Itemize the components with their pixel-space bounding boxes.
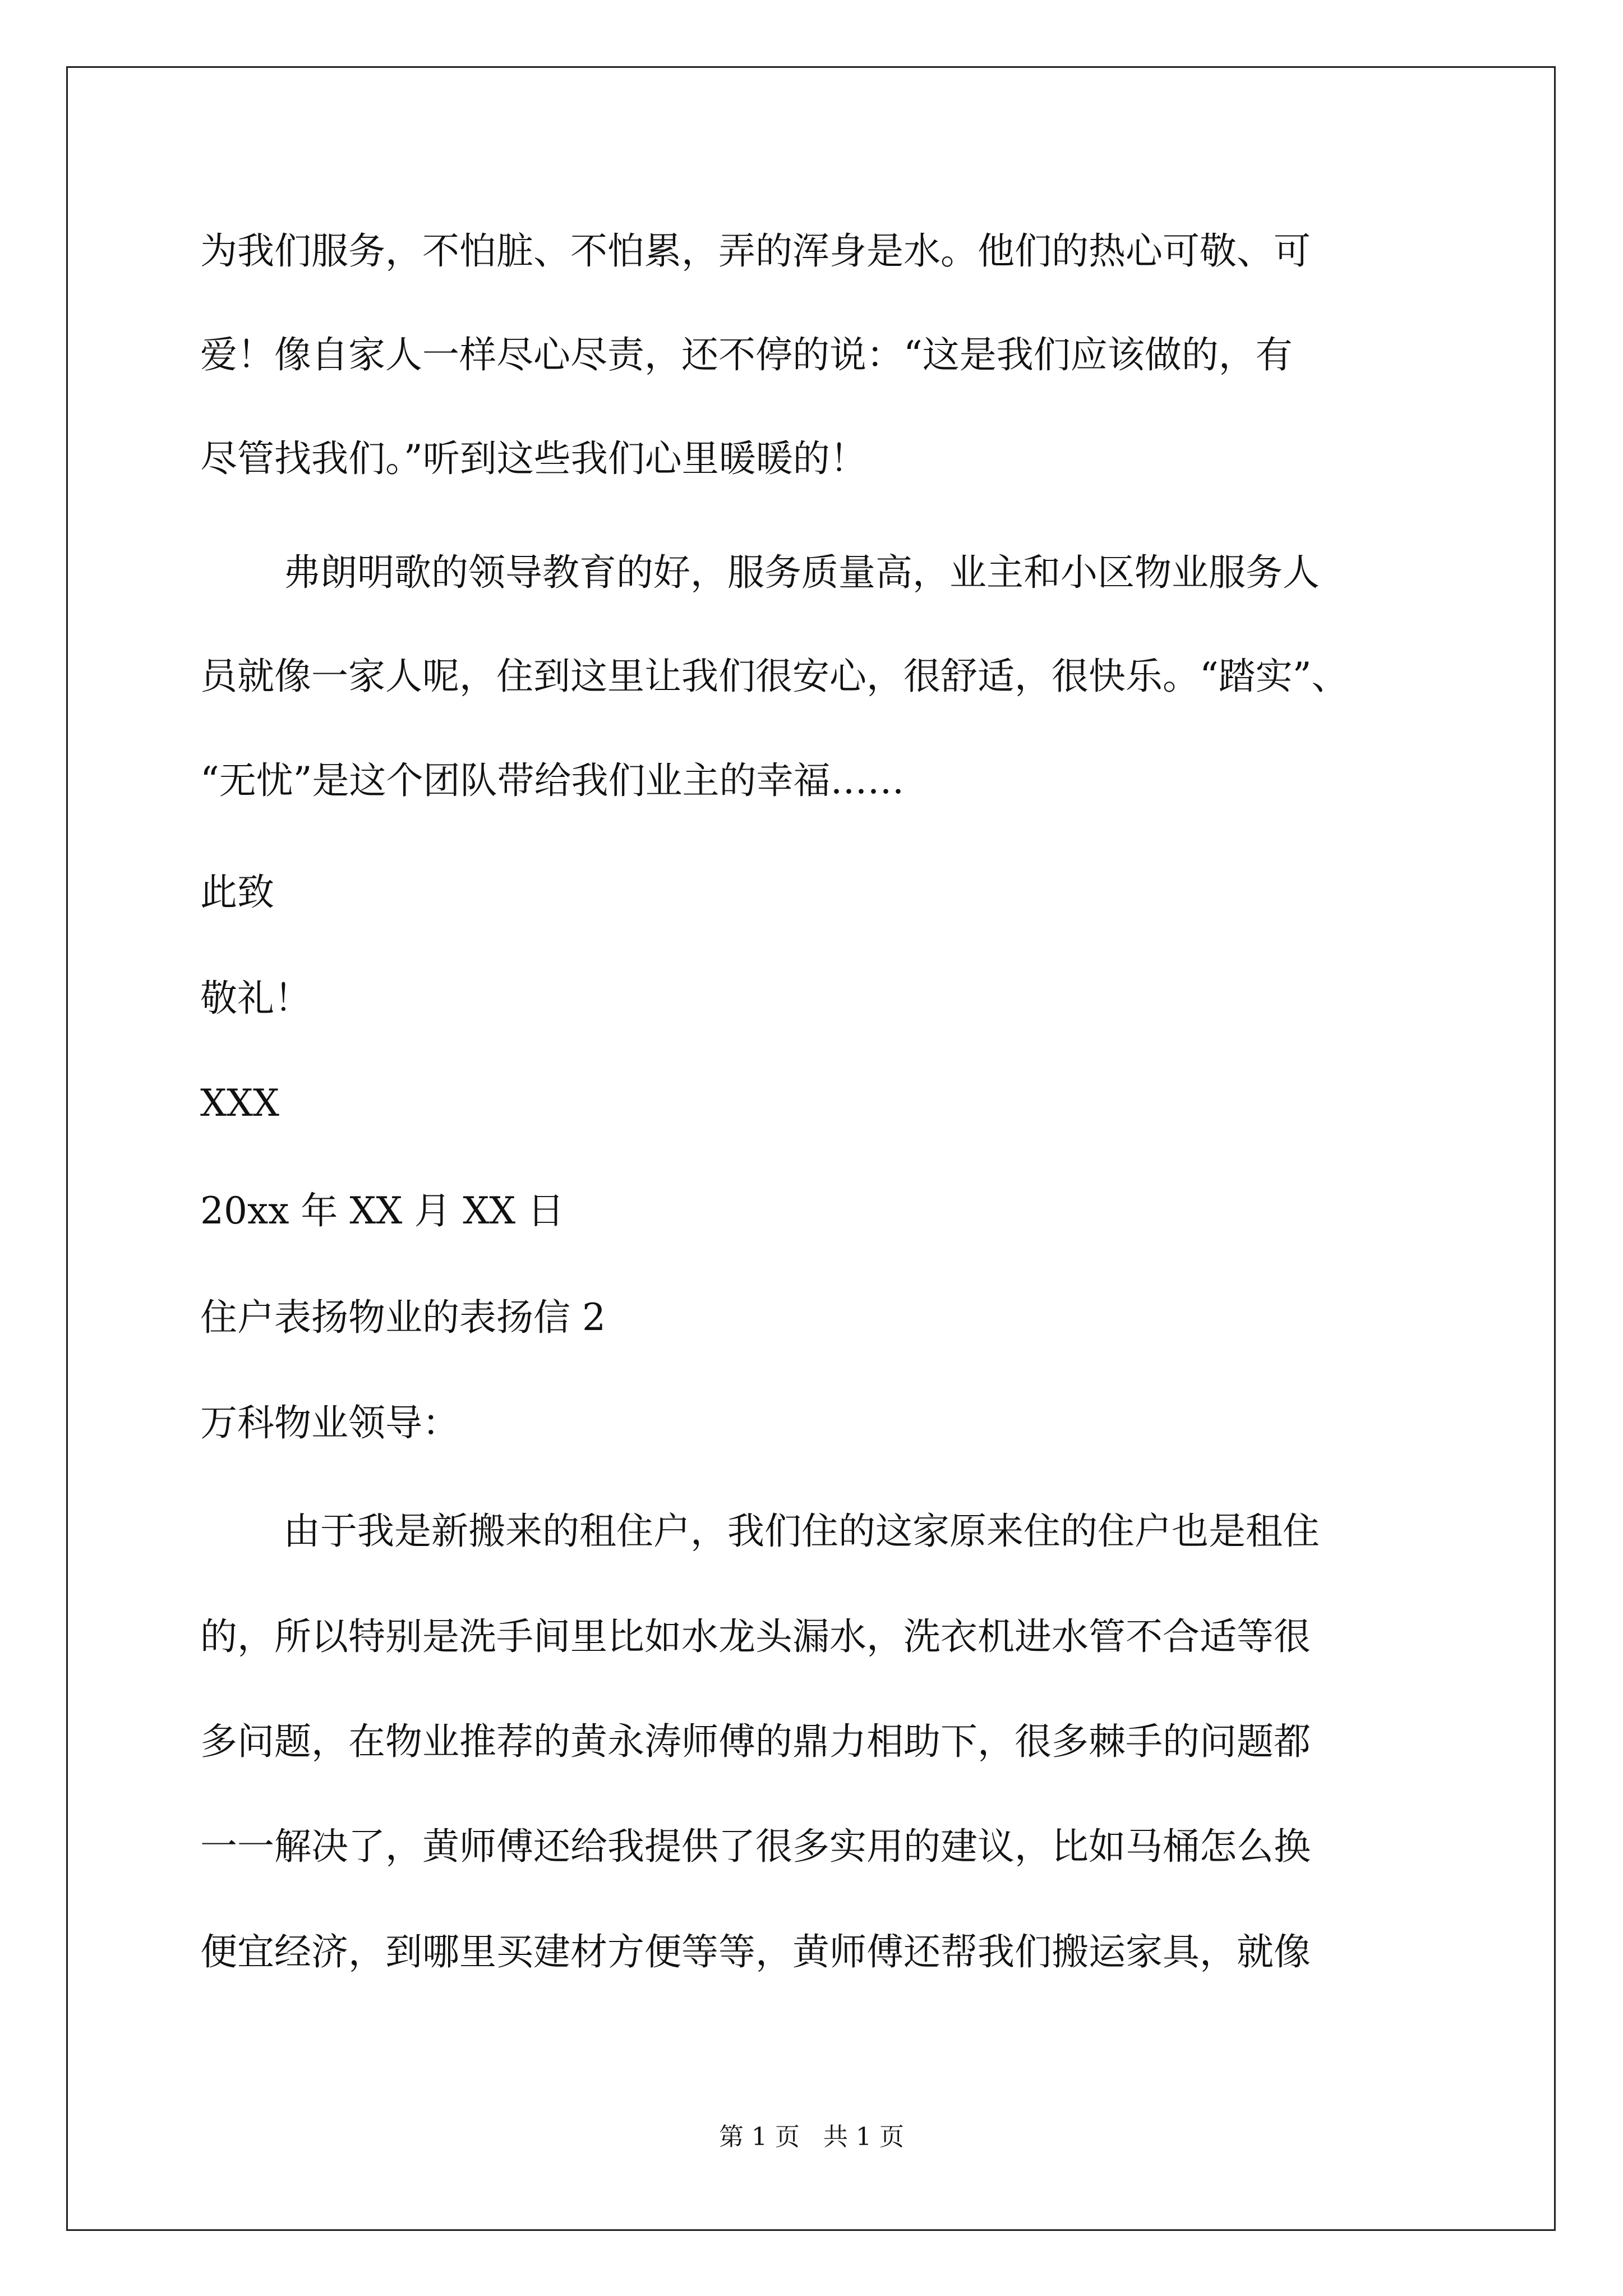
paragraph-line: 爱！像自家人一样尽心尽责，还不停的说：“这是我们应该做的，有 xyxy=(200,333,1293,376)
page-total: 共 1 页 xyxy=(823,2123,904,2151)
page-footer xyxy=(0,2120,1623,2154)
paragraph-line: 为我们服务，不怕脏、不怕累，弄的浑身是水。他们的热心可敬、可 xyxy=(200,229,1311,273)
closing-salutation: 此致 xyxy=(200,871,274,914)
paragraph-line: 弗朗明歌的领导教育的好，服务质量高，业主和小区物业服务人 xyxy=(283,551,1320,594)
section-title: 住户表扬物业的表扬信 2 xyxy=(200,1296,606,1339)
paragraph-line: 多问题，在物业推荐的黄永涛师傅的鼎力相助下，很多棘手的问题都 xyxy=(200,1720,1311,1763)
paragraph-line: 一一解决了，黄师傅还给我提供了很多实用的建议，比如马桶怎么换 xyxy=(200,1825,1311,1868)
signature-date: 20xx 年 XX 月 XX 日 xyxy=(200,1189,565,1232)
page-border xyxy=(66,66,1556,2231)
paragraph-line: “无忧”是这个团队带给我们业主的幸福…… xyxy=(200,759,905,802)
paragraph-line: 便宜经济，到哪里买建材方便等等，黄师傅还帮我们搬运家具，就像 xyxy=(200,1930,1311,1973)
paragraph-line: 的，所以特别是洗手间里比如水龙头漏水，洗衣机进水管不合适等很 xyxy=(200,1615,1311,1658)
letter-greeting: 万科物业领导： xyxy=(200,1401,459,1444)
paragraph-line: 由于我是新搬来的租住户，我们住的这家原来住的住户也是租住 xyxy=(283,1510,1320,1553)
page-number: 第 1 页 xyxy=(719,2123,800,2151)
paragraph-line: 员就像一家人呢，住到这里让我们很安心，很舒适，很快乐。“踏实”、 xyxy=(200,655,1349,698)
signature-name: XXX xyxy=(200,1082,279,1125)
closing-regards: 敬礼！ xyxy=(200,977,311,1020)
paragraph-line: 尽管找我们。”听到这些我们心里暖暖的！ xyxy=(200,437,867,480)
